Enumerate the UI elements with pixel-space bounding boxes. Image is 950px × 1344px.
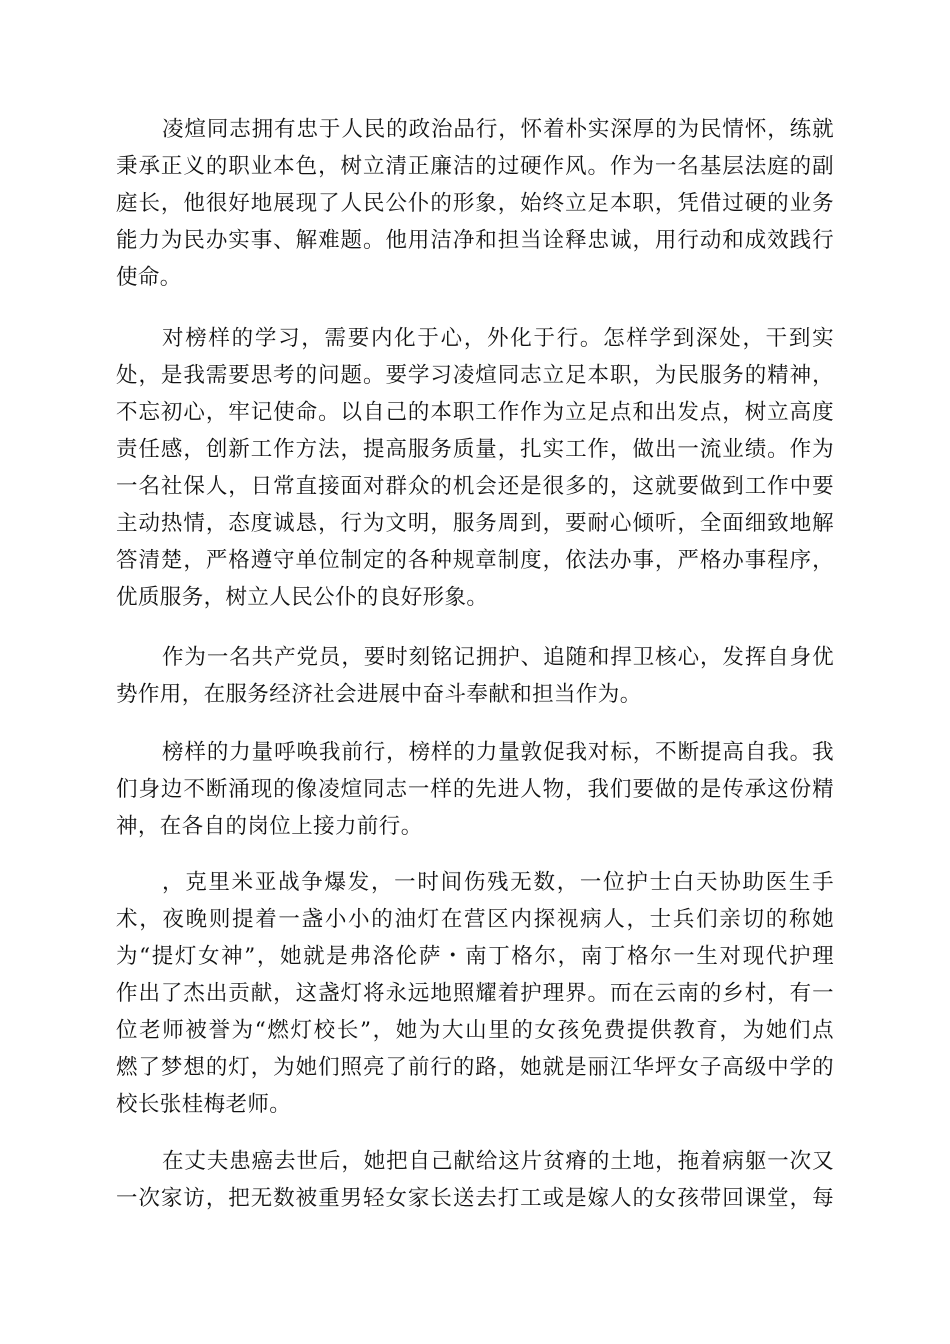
text-line: ，克里米亚战争爆发，一时间伤残无数，一位护士白天协助医生手 (162, 870, 834, 895)
text-line: 责任感，创新工作方法，提高服务质量，扎实工作，做出一流业绩。作为 (116, 437, 834, 462)
paragraph-1 (116, 111, 834, 296)
paragraph-2 (116, 320, 834, 616)
text-line: 为“提灯女神”，她就是弗洛伦萨・南丁格尔，南丁格尔一生对现代护理 (116, 944, 834, 969)
text-line: 一次家访，把无数被重男轻女家长送去打工或是嫁人的女孩带回课堂，每 (116, 1186, 834, 1211)
text-line: 校长张桂梅老师。 (116, 1092, 292, 1117)
text-line: 不忘初心，牢记使命。以自己的本职工作作为立足点和出发点，树立高度 (116, 400, 834, 425)
text-line: 处，是我需要思考的问题。要学习凌煊同志立足本职，为民服务的精神， (116, 363, 834, 388)
text-line: 秉承正义的职业本色，树立清正廉洁的过硬作风。作为一名基层法庭的副 (116, 154, 834, 179)
text-line: 答清楚，严格遵守单位制定的各种规章制度，依法办事，严格办事程序， (116, 548, 834, 573)
text-line: 神，在各自的岗位上接力前行。 (116, 814, 423, 839)
text-line: 一名社保人，日常直接面对群众的机会还是很多的，这就要做到工作中要 (116, 474, 834, 499)
text-line: 能力为民办实事、解难题。他用洁净和担当诠释忠诚，用行动和成效践行 (116, 228, 834, 253)
text-line: 在丈夫患癌去世后，她把自己献给这片贫瘠的土地，拖着病躯一次又 (162, 1149, 834, 1174)
text-line: 庭长，他很好地展现了人民公仆的形象，始终立足本职，凭借过硬的业务 (116, 191, 834, 216)
text-line: 燃了梦想的灯，为她们照亮了前行的路，她就是丽江华坪女子高级中学的 (116, 1055, 834, 1080)
text-line: 作为一名共产党员，要时刻铭记拥护、追随和捍卫核心，发挥自身优 (162, 645, 834, 670)
paragraph-5 (116, 864, 834, 1123)
text-line: 位老师被誉为“燃灯校长”，她为大山里的女孩免费提供教育，为她们点 (116, 1018, 834, 1043)
text-line: 势作用，在服务经济社会进展中奋斗奉献和担当作为。 (116, 682, 642, 707)
text-line: 优质服务，树立人民公仆的良好形象。 (116, 585, 489, 610)
text-line: 术，夜晚则提着一盏小小的油灯在营区内探视病人，士兵们亲切的称她 (116, 907, 834, 932)
text-line: 榜样的力量呼唤我前行，榜样的力量敦促我对标，不断提高自我。我 (162, 740, 834, 765)
paragraph-3 (116, 639, 834, 713)
text-line: 使命。 (116, 265, 182, 290)
text-line: 对榜样的学习，需要内化于心，外化于行。怎样学到深处，干到实 (162, 326, 834, 351)
text-line: 主动热情，态度诚恳，行为文明，服务周到，要耐心倾听，全面细致地解 (116, 511, 834, 536)
text-line: 们身边不断涌现的像凌煊同志一样的先进人物，我们要做的是传承这份精 (116, 777, 834, 802)
text-line: 凌煊同志拥有忠于人民的政治品行，怀着朴实深厚的为民情怀，练就 (162, 117, 834, 142)
paragraph-6 (116, 1143, 834, 1217)
text-line: 作出了杰出贡献，这盏灯将永远地照耀着护理界。而在云南的乡村，有一 (116, 981, 834, 1006)
paragraph-4 (116, 734, 834, 845)
